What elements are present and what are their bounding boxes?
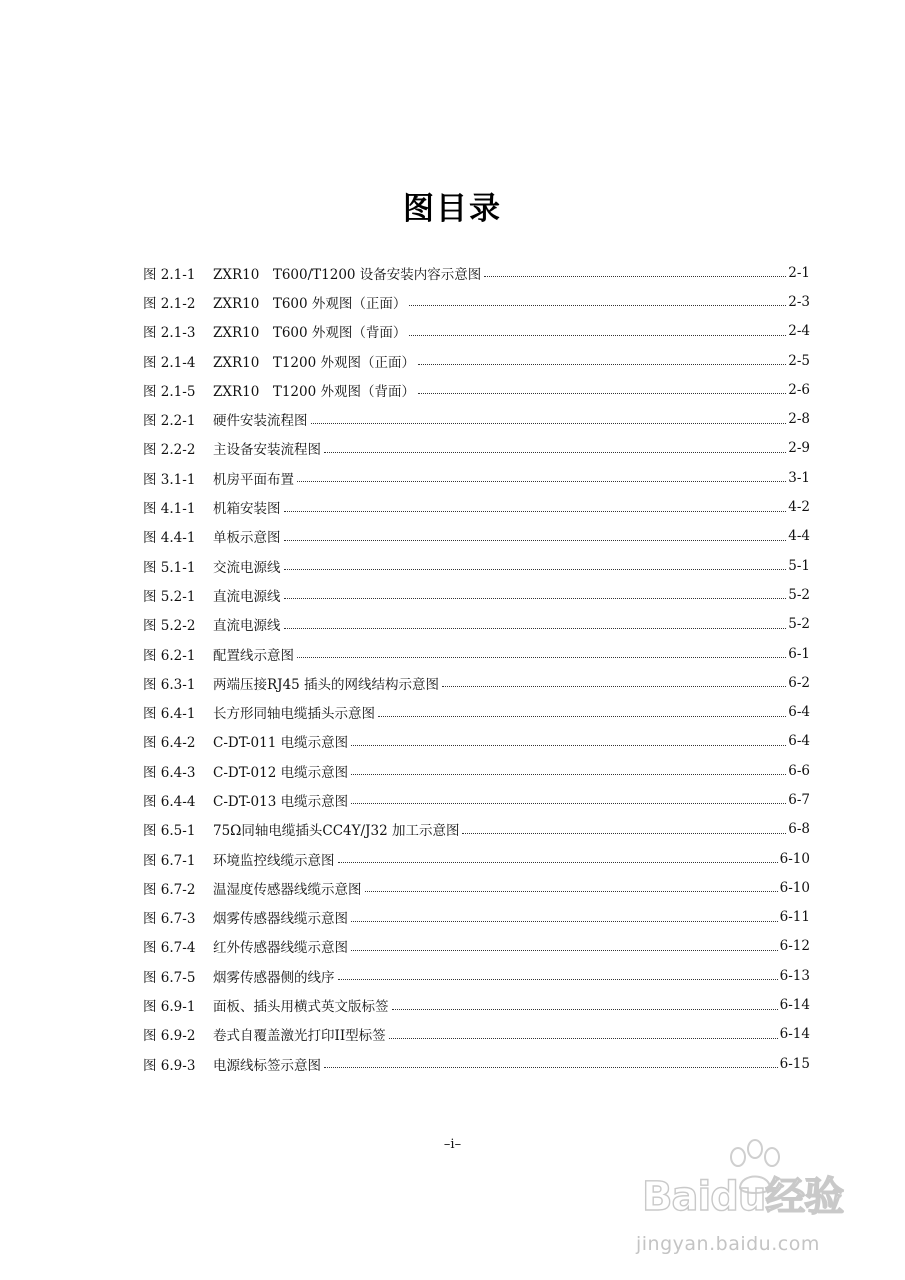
figure-caption: 红外传感器线缆示意图 <box>213 940 348 957</box>
toc-entry <box>143 639 810 668</box>
figure-number: 图 6.3-1 <box>143 676 196 693</box>
page-ref: 6-10 <box>779 850 810 867</box>
dot-leader <box>338 862 778 863</box>
page-ref: 5-2 <box>788 616 810 633</box>
figure-number: 图 2.2-1 <box>143 413 196 430</box>
toc-entry <box>143 317 810 346</box>
page-ref: 6-10 <box>779 879 810 896</box>
figure-caption: 直流电源线 <box>213 588 281 605</box>
figure-number: 图 5.2-1 <box>143 588 196 605</box>
page-ref: 4-4 <box>788 528 810 545</box>
figure-caption: 长方形同轴电缆插头示意图 <box>213 706 375 723</box>
figure-caption: 卷式自覆盖激光打印II型标签 <box>213 1028 386 1045</box>
dot-leader <box>284 540 787 541</box>
toc-entry <box>143 610 810 639</box>
toc-entry <box>143 492 810 521</box>
dot-leader <box>284 511 787 512</box>
toc-entry <box>143 1020 810 1049</box>
figure-number: 图 4.4-1 <box>143 530 196 547</box>
page-ref: 6-8 <box>788 821 810 838</box>
figure-number: 图 3.1-1 <box>143 471 196 488</box>
dot-leader <box>389 1038 778 1039</box>
page-ref: 6-2 <box>788 674 810 691</box>
figure-caption: 电源线标签示意图 <box>213 1057 321 1074</box>
page-ref: 2-5 <box>788 352 810 369</box>
figure-number: 图 6.4-3 <box>143 764 196 781</box>
toc-entry <box>143 404 810 433</box>
page-ref: 5-2 <box>788 586 810 603</box>
page-ref: 2-3 <box>788 293 810 310</box>
figure-caption: 烟雾传感器侧的线序 <box>213 969 335 986</box>
dot-leader <box>409 335 786 336</box>
figure-number: 图 6.7-1 <box>143 852 196 869</box>
dot-leader <box>484 276 786 277</box>
toc-entry <box>143 961 810 990</box>
dot-leader <box>284 598 787 599</box>
toc-entry <box>143 580 810 609</box>
page-ref: 6-12 <box>779 938 810 955</box>
figure-caption: 交流电源线 <box>213 559 281 576</box>
dot-leader <box>324 1067 778 1068</box>
page-ref: 2-8 <box>788 411 810 428</box>
toc-entry <box>143 727 810 756</box>
toc-entry <box>143 1049 810 1078</box>
dot-leader <box>418 393 786 394</box>
figure-caption: 烟雾传感器线缆示意图 <box>213 911 348 928</box>
figure-caption: 硬件安装流程图 <box>213 413 308 430</box>
page-ref: 6-6 <box>788 762 810 779</box>
figure-number: 图 6.7-2 <box>143 881 196 898</box>
page-ref: 6-15 <box>779 1055 810 1072</box>
toc-entry <box>143 287 810 316</box>
figure-caption: 两端压接RJ45 插头的网线结构示意图 <box>213 676 440 693</box>
page-ref: 6-11 <box>779 909 810 926</box>
page-ref: 6-14 <box>779 997 810 1014</box>
dot-leader <box>311 423 787 424</box>
dot-leader <box>392 1009 778 1010</box>
dot-leader <box>351 745 786 746</box>
figure-number: 图 2.1-3 <box>143 325 196 342</box>
figure-number: 图 5.1-1 <box>143 559 196 576</box>
toc-entry <box>143 756 810 785</box>
page-ref: 4-2 <box>788 499 810 516</box>
figure-number: 图 6.4-1 <box>143 706 196 723</box>
toc-entry <box>143 522 810 551</box>
figure-number: 图 6.4-2 <box>143 735 196 752</box>
toc-entry <box>143 844 810 873</box>
toc-entry <box>143 785 810 814</box>
dot-leader <box>462 833 786 834</box>
dot-leader <box>284 628 787 629</box>
toc-entry <box>143 697 810 726</box>
page-ref: 6-13 <box>779 967 810 984</box>
page-ref: 6-14 <box>779 1026 810 1043</box>
page-ref: 6-1 <box>788 645 810 662</box>
figure-number: 图 6.7-3 <box>143 911 196 928</box>
dot-leader <box>351 921 778 922</box>
toc-entry <box>143 815 810 844</box>
figure-number: 图 6.9-3 <box>143 1057 196 1074</box>
page-ref: 5-1 <box>788 557 810 574</box>
page-ref: 2-6 <box>788 381 810 398</box>
toc-entry <box>143 932 810 961</box>
page-ref: 2-9 <box>788 440 810 457</box>
figure-caption: C-DT-013 电缆示意图 <box>213 793 349 810</box>
figure-number: 图 6.7-4 <box>143 940 196 957</box>
dot-leader <box>297 481 786 482</box>
figure-list <box>143 258 810 1078</box>
figure-caption: 面板、插头用横式英文版标签 <box>213 999 389 1016</box>
toc-entry <box>143 990 810 1019</box>
dot-leader <box>351 950 778 951</box>
figure-number: 图 4.1-1 <box>143 501 196 518</box>
page-ref: 2-1 <box>788 264 810 281</box>
dot-leader <box>378 716 786 717</box>
toc-entry <box>143 873 810 902</box>
figure-caption: ZXR10 T1200 外观图（背面） <box>213 383 415 400</box>
page-ref: 3-1 <box>788 469 810 486</box>
figure-caption: 主设备安装流程图 <box>213 442 321 459</box>
dot-leader <box>324 452 786 453</box>
figure-number: 图 2.2-2 <box>143 442 196 459</box>
dot-leader <box>365 891 778 892</box>
baidu-watermark <box>630 1135 900 1275</box>
dot-leader <box>297 657 786 658</box>
figure-caption: 75Ω同轴电缆插头CC4Y/J32 加工示意图 <box>213 823 460 840</box>
watermark-url: jingyan.baidu.com <box>636 1233 820 1255</box>
figure-number: 图 6.2-1 <box>143 647 196 664</box>
figure-number: 图 6.5-1 <box>143 823 196 840</box>
figure-caption: 机房平面布置 <box>213 471 294 488</box>
figure-number: 图 2.1-2 <box>143 295 196 312</box>
dot-leader <box>442 686 786 687</box>
toc-entry <box>143 903 810 932</box>
figure-number: 图 6.9-1 <box>143 999 196 1016</box>
page-ref: 2-4 <box>788 323 810 340</box>
figure-caption: ZXR10 T600 外观图（背面） <box>213 325 407 342</box>
dot-leader <box>418 364 786 365</box>
page-number: –i– <box>443 1137 462 1152</box>
page-ref: 6-4 <box>788 704 810 721</box>
dot-leader <box>284 569 787 570</box>
page-ref: 6-4 <box>788 733 810 750</box>
figure-caption: ZXR10 T600 外观图（正面） <box>213 295 407 312</box>
figure-caption: 环境监控线缆示意图 <box>213 852 335 869</box>
watermark-brand: Baidu经验 <box>642 1174 844 1220</box>
figure-number: 图 6.4-4 <box>143 793 196 810</box>
figure-caption: 配置线示意图 <box>213 647 294 664</box>
figure-number: 图 2.1-1 <box>143 266 196 283</box>
figure-caption: 机箱安装图 <box>213 501 281 518</box>
figure-caption: 温湿度传感器线缆示意图 <box>213 881 362 898</box>
figure-caption: 直流电源线 <box>213 618 281 635</box>
page-ref: 6-7 <box>788 791 810 808</box>
toc-entry <box>143 346 810 375</box>
dot-leader <box>338 979 778 980</box>
page-title: 图目录 <box>403 191 502 227</box>
dot-leader <box>351 803 786 804</box>
figure-caption: ZXR10 T1200 外观图（正面） <box>213 354 415 371</box>
figure-caption: ZXR10 T600/T1200 设备安装内容示意图 <box>213 266 482 283</box>
figure-number: 图 2.1-4 <box>143 354 196 371</box>
figure-number: 图 6.9-2 <box>143 1028 196 1045</box>
dot-leader <box>351 774 786 775</box>
figure-number: 图 2.1-5 <box>143 383 196 400</box>
figure-number: 图 6.7-5 <box>143 969 196 986</box>
dot-leader <box>409 305 786 306</box>
figure-number: 图 5.2-2 <box>143 618 196 635</box>
toc-entry <box>143 258 810 287</box>
toc-entry <box>143 463 810 492</box>
toc-entry <box>143 375 810 404</box>
figure-caption: 单板示意图 <box>213 530 281 547</box>
toc-entry <box>143 668 810 697</box>
figure-caption: C-DT-011 电缆示意图 <box>213 735 349 752</box>
toc-entry <box>143 551 810 580</box>
figure-caption: C-DT-012 电缆示意图 <box>213 764 349 781</box>
toc-entry <box>143 434 810 463</box>
